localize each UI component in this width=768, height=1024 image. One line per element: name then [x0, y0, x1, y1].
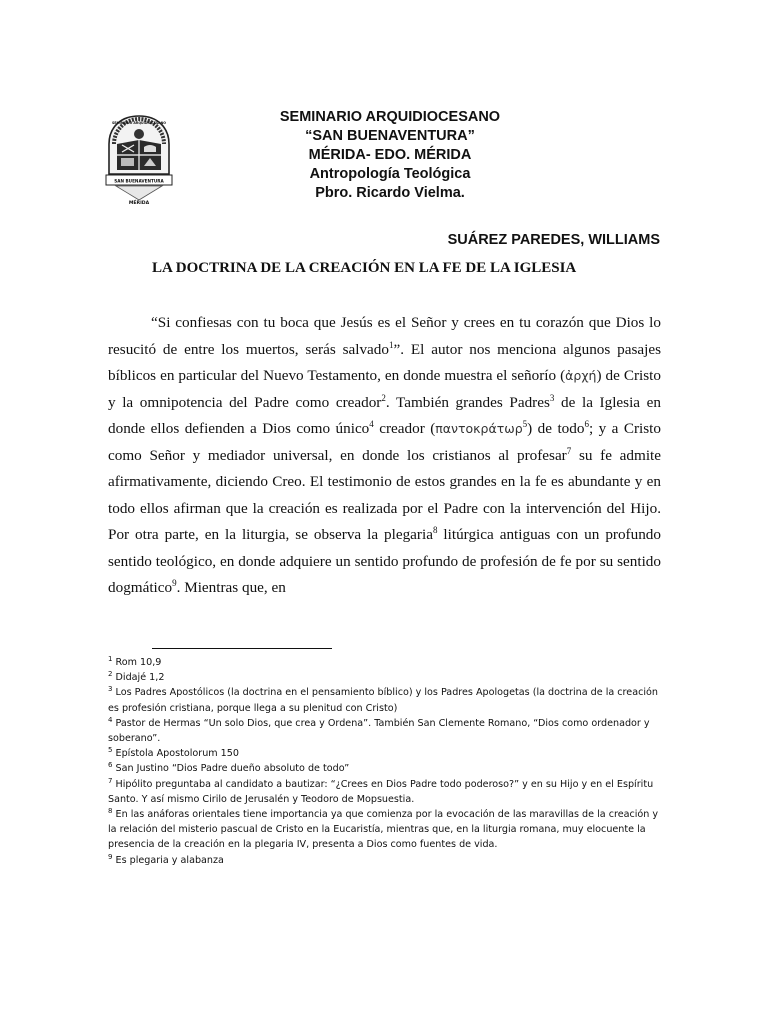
seal-top-text: SEMINARIO ARQUIDIOCESANO [111, 121, 167, 125]
body-text [108, 310, 661, 602]
seminary-seal-logo [104, 114, 174, 206]
footnote: $^8$ En las anáforas orientales tiene importancia ya que comienza por la evocación de las maravillas de la creación y la relación del misterio pascual de Cristo en la Eucaristía, mientras que, en la liturgia romana, muy elocuente la presencia de la creación en la plegaria IV, presenta a Dios como fuentes de vida. [108, 807, 659, 851]
footnote: $^6$ San Justino “Dios Padre dueño absoluto de todo” [108, 761, 350, 775]
header-line-course: Antropología Teológica [309, 166, 471, 182]
footnote: $^5$ Epístola Apostolorum 150 [108, 746, 239, 760]
seal-bottom-text: MÉRIDA [128, 201, 150, 206]
footnote-ref: 6 [584, 419, 589, 429]
svg-text:SEMINARIO ARQUIDIOCESANO [112, 121, 166, 125]
header-line-professor: Pbro. Ricardo Vielma. [315, 185, 465, 201]
footnote-separator [152, 648, 332, 649]
footnote-ref: 7 [566, 445, 572, 456]
header-line-name: “SAN BUENAVENTURA” [305, 128, 475, 144]
greek-word: ἀρχή [565, 368, 597, 383]
footnote-ref: 4 [369, 419, 374, 429]
footnote-ref: 8 [432, 525, 438, 535]
svg-text:SAN BUENAVENTURA [114, 179, 164, 184]
footnote: $^1$ Rom 10,9 [108, 655, 162, 668]
header-line-location: MÉRIDA- EDO. MÉRIDA [308, 147, 472, 163]
footnote: $^2$ Didajé 1,2 [108, 670, 165, 684]
footnotes [108, 655, 660, 868]
author-name: SUÁREZ PAREDES, WILLIAMS [447, 232, 660, 248]
footnote-ref: 1 [389, 339, 394, 350]
seal-band-text: SAN BUENAVENTURA [114, 178, 164, 184]
footnote-ref: 5 [522, 419, 528, 429]
footnote-ref: 2 [381, 392, 386, 403]
footnote-ref: 3 [549, 392, 555, 403]
footnote: $^4$ Pastor de Hermas “Un solo Dios, que crea y Ordena”. También San Clemente Romano, “Dios como ordenador y soberano”. [108, 715, 650, 745]
footnote: $^9$ Es plegaria y alabanza [108, 852, 224, 866]
greek-word: παντοκράτωρ [435, 421, 523, 436]
document-title: LA DOCTRINA DE LA CREACIÓN EN LA FE DE LA IGLESIA [152, 260, 577, 276]
footnote: $^3$ Los Padres Apostólicos (la doctrina en el pensamiento bíblico) y los Padres Apologetas (la doctrina de la creación es profesión cristiana, porque llega a su plenitud con Cristo) [108, 685, 658, 714]
body-paragraph: “Si confiesas con tu boca que Jesús es el Señor y crees en tu corazón que Dios lo resucitó de entre los muertos, serás salvado$^1$”. El autor nos menciona algunos pasajes bíblicos en particular del Nuevo Testamento, en donde muestra el señorío (ἀρχή) de Cristo y la omnipotencia del Padre como creador$^2$. También grandes Padres$^3$ de la Iglesia en donde ellos defienden a Dios como único$^4$ creador (παντοκράτωρ$^5$) de todo$^6$; y a Cristo como Señor y mediador universal, en donde los cristianos al profesar$^7$ su fe admite afirmativamente, diciendo Creo. El testimonio de estos grandes en la fe es abundante y en todo ellos afirman que la creación es realizada por el Padre con la intervención del Hijo. Por otra parte, en la liturgia, se observa la plegaria$^8$ litúrgica antiguas con un profundo sentido teológico, en donde adquiere un sentido profundo de profesión de fe por su sentido dogmático$^9$. Mientras que, en [108, 314, 662, 596]
footnote-ref: 9 [172, 578, 177, 588]
institution-header [240, 108, 540, 203]
header-line-seminary: SEMINARIO ARQUIDIOCESANO [279, 109, 501, 125]
footnote: $^7$ Hipólito preguntaba al candidato a bautizar: “¿Crees en Dios Padre todo poderoso?” y en su Hijo y en el Espíritu Santo. Y así mismo Cirilo de Jerusalén y Teodoro de Mopsuestia. [108, 776, 654, 805]
